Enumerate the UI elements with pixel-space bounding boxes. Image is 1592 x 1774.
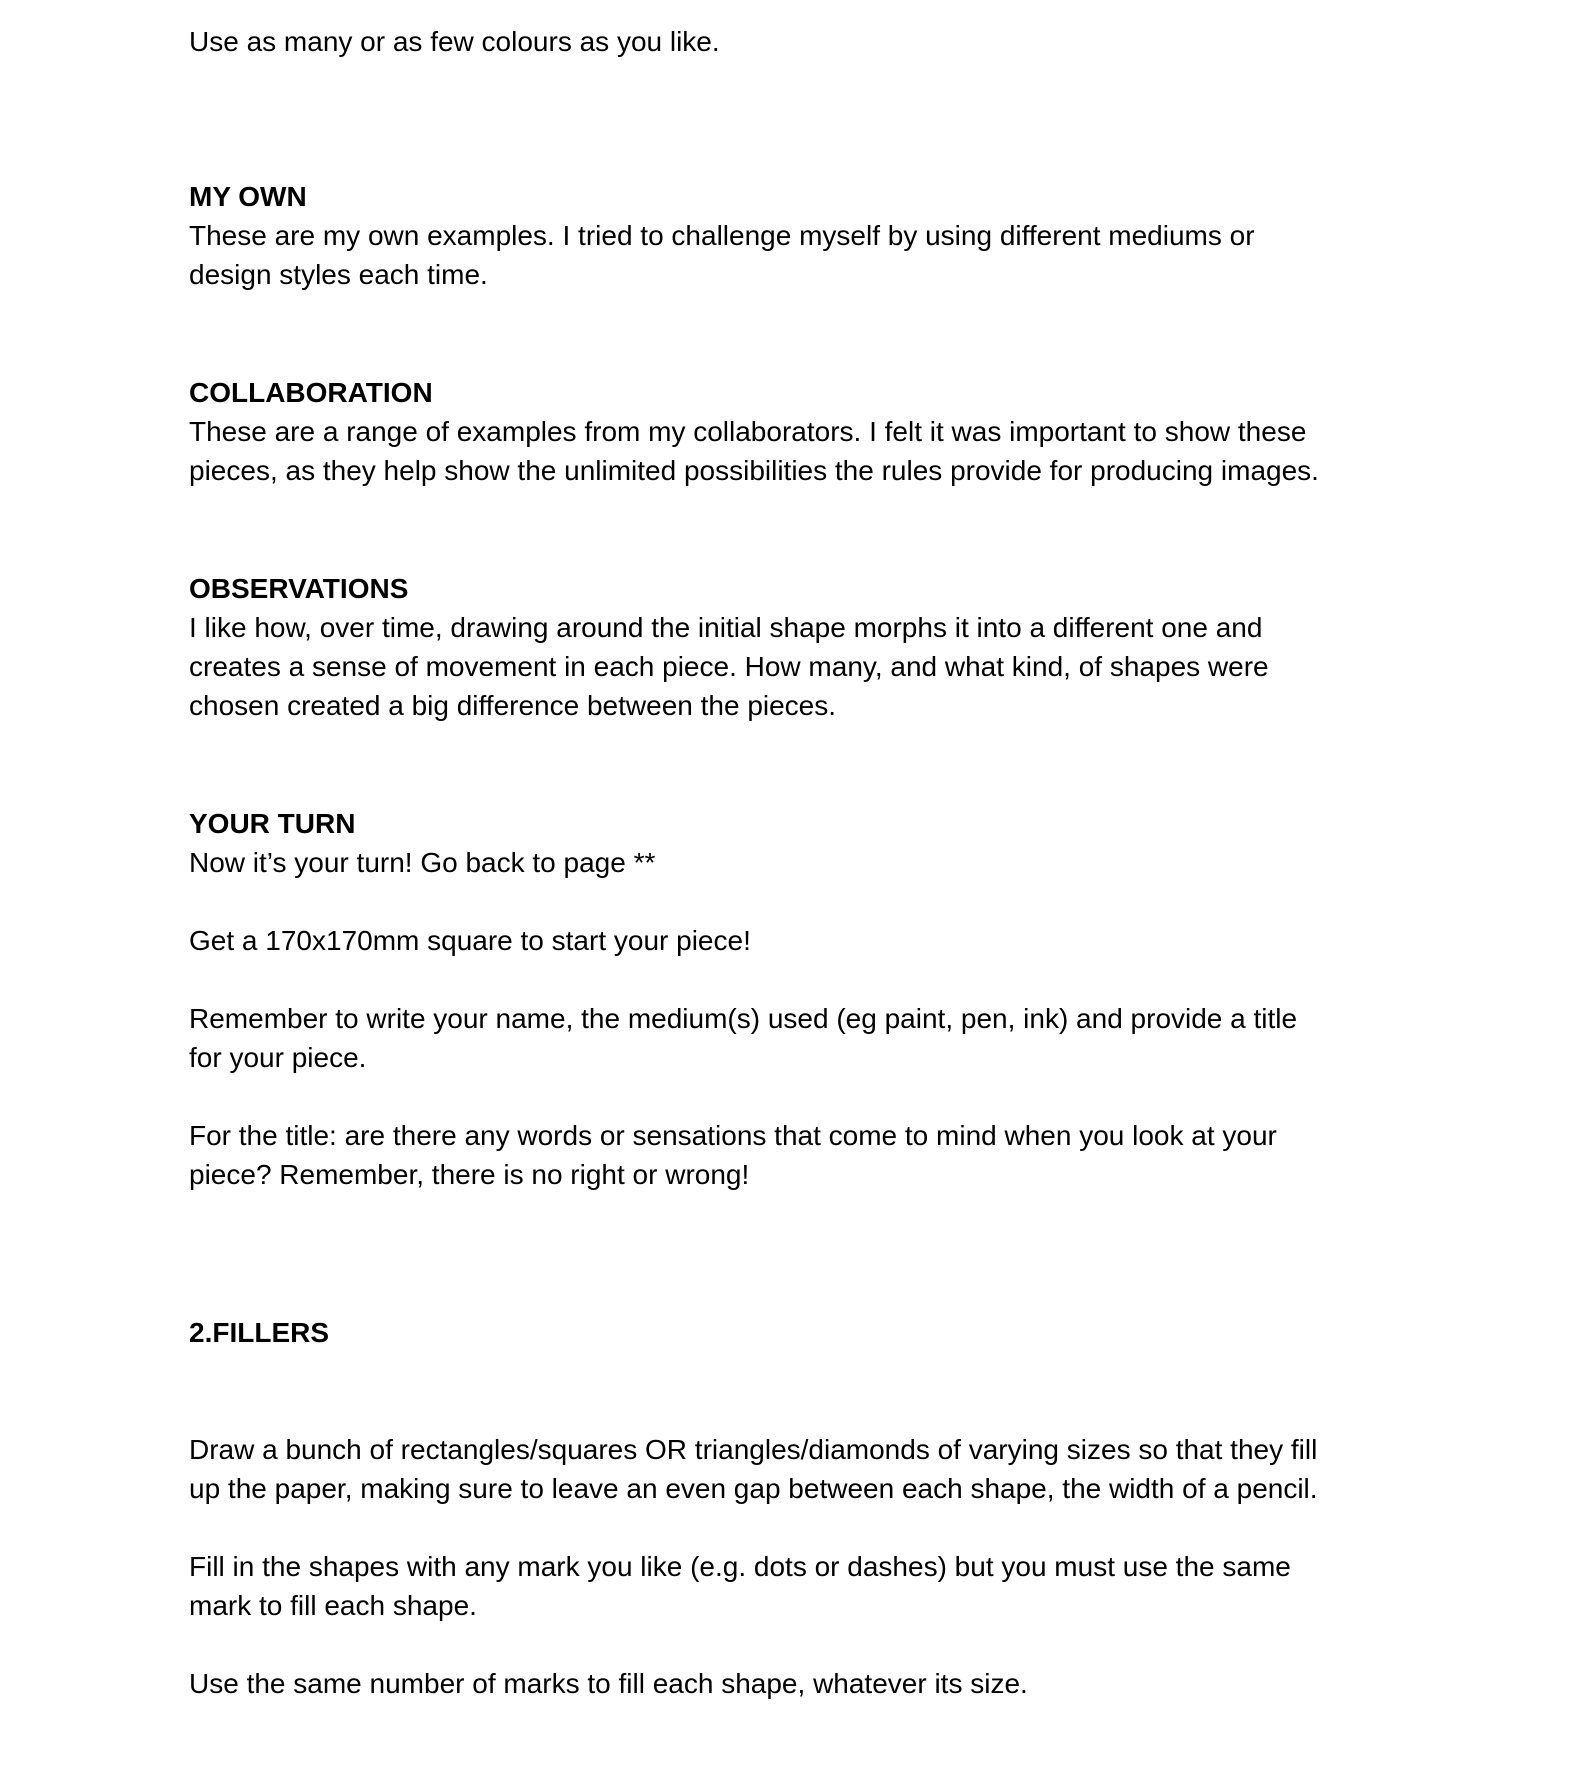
title-tip-line-2: piece? Remember, there is no right or wrong! [189, 1159, 750, 1190]
fillers-draw-line-2: up the paper, making sure to leave an even gap between each shape, the width of a pencil. [189, 1473, 1318, 1504]
your-turn-line: Now it’s your turn! Go back to page ** [189, 847, 656, 878]
collaboration-text-line-2: pieces, as they help show the unlimited possibilities the rules provide for producing images. [189, 455, 1319, 486]
heading-my-own: MY OWN [189, 181, 307, 212]
remember-line-2: for your piece. [189, 1042, 367, 1073]
observations-text-line-2: creates a sense of movement in each piece. How many, and what kind, of shapes were [189, 651, 1269, 682]
my-own-text-line-1: These are my own examples. I tried to challenge myself by using different mediums or [189, 220, 1255, 251]
observations-text-line-1: I like how, over time, drawing around the initial shape morphs it into a different one and [189, 612, 1263, 643]
heading-collaboration: COLLABORATION [189, 377, 433, 408]
my-own-text-line-2: design styles each time. [189, 259, 488, 290]
fillers-number-line: Use the same number of marks to fill each shape, whatever its size. [189, 1668, 1028, 1699]
fillers-fill-line-2: mark to fill each shape. [189, 1590, 477, 1621]
heading-fillers: 2.FILLERS [189, 1317, 330, 1348]
heading-observations: OBSERVATIONS [189, 573, 409, 604]
title-tip-line-1: For the title: are there any words or sensations that come to mind when you look at your [189, 1120, 1277, 1151]
collaboration-text-line-1: These are a range of examples from my collaborators. I felt it was important to show these [189, 416, 1307, 447]
fillers-draw-line-1: Draw a bunch of rectangles/squares OR triangles/diamonds of varying sizes so that they fill [189, 1434, 1318, 1465]
colours-instruction: Use as many or as few colours as you like. [189, 26, 720, 57]
heading-your-turn: YOUR TURN [189, 808, 356, 839]
observations-text-line-3: chosen created a big difference between the pieces. [189, 690, 837, 721]
remember-line-1: Remember to write your name, the medium(s) used (eg paint, pen, ink) and provide a title [189, 1003, 1298, 1034]
square-size-line: Get a 170x170mm square to start your piece! [189, 925, 751, 956]
fillers-fill-line-1: Fill in the shapes with any mark you like (e.g. dots or dashes) but you must use the same [189, 1551, 1291, 1582]
